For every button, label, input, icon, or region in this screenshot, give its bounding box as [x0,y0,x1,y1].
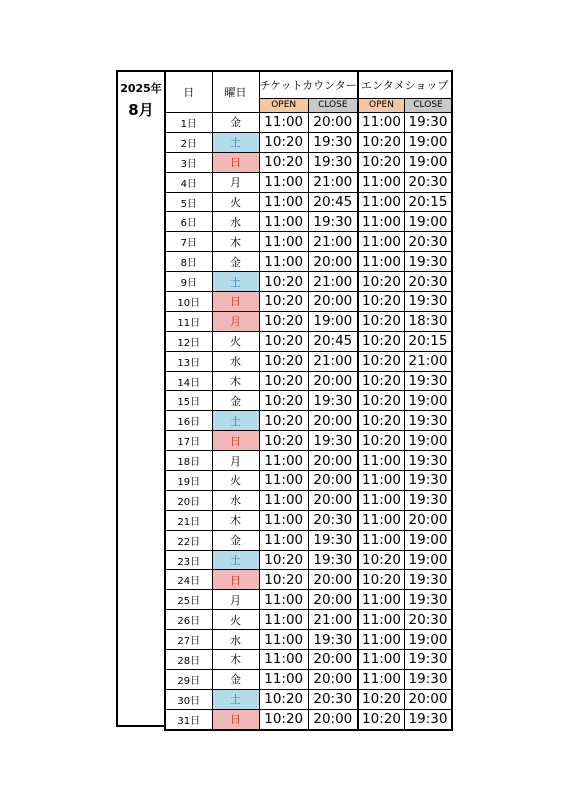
table-row [165,192,452,212]
ticket-close-time: 19:30 [308,630,357,650]
ticket-open-time: 10:20 [259,709,308,729]
shop-close-time: 20:15 [405,192,452,212]
ticket-open-time: 11:00 [259,669,308,689]
day-cell: 15日 [165,391,212,411]
ticket-close-time: 20:00 [308,113,357,133]
weekday-cell: 日 [212,292,259,312]
day-cell: 31日 [165,709,212,729]
day-cell: 18日 [165,451,212,471]
ticket-open-time: 10:20 [259,570,308,590]
weekday-cell: 水 [212,490,259,510]
table-row [165,232,452,252]
shop-open-time: 11:00 [358,232,405,252]
weekday-cell: 土 [212,132,259,152]
table-row [165,292,452,312]
table-row [165,411,452,431]
ticket-open-time: 10:20 [259,331,308,351]
weekday-cell: 金 [212,391,259,411]
shop-open-time: 10:20 [358,331,405,351]
table-row [165,172,452,192]
shop-close-time: 19:30 [405,709,452,729]
shop-close-time: 18:30 [405,311,452,331]
weekday-cell: 金 [212,669,259,689]
shop-close-time: 19:00 [405,152,452,172]
table-row [165,490,452,510]
ticket-open-time: 11:00 [259,510,308,530]
header-shop-close: CLOSE [405,99,452,113]
shop-close-time: 20:30 [405,610,452,630]
year-label: 2025年 [120,82,162,95]
weekday-cell: 水 [212,630,259,650]
shop-open-time: 11:00 [358,610,405,630]
shop-open-time: 10:20 [358,431,405,451]
shop-close-time: 19:30 [405,471,452,491]
shop-open-time: 10:20 [358,570,405,590]
shop-open-time: 10:20 [358,272,405,292]
day-cell: 30日 [165,689,212,709]
shop-open-time: 11:00 [358,490,405,510]
shop-close-time: 19:30 [405,292,452,312]
day-cell: 27日 [165,630,212,650]
shop-close-time: 19:00 [405,132,452,152]
ticket-open-time: 11:00 [259,113,308,133]
day-cell: 8日 [165,252,212,272]
ticket-open-time: 11:00 [259,232,308,252]
shop-close-time: 19:30 [405,570,452,590]
day-cell: 7日 [165,232,212,252]
shop-open-time: 11:00 [358,471,405,491]
month-label: 8月 [128,101,154,119]
weekday-cell: 水 [212,351,259,371]
shop-open-time: 11:00 [358,650,405,670]
shop-close-time: 19:00 [405,550,452,570]
table-row [165,689,452,709]
header-day: 日 [165,71,212,113]
ticket-close-time: 19:30 [308,431,357,451]
ticket-close-time: 20:00 [308,451,357,471]
shop-close-time: 19:30 [405,650,452,670]
table-row [165,152,452,172]
ticket-close-time: 19:30 [308,152,357,172]
shop-close-time: 21:00 [405,351,452,371]
shop-close-time: 20:30 [405,272,452,292]
day-cell: 14日 [165,371,212,391]
shop-close-time: 19:00 [405,530,452,550]
shop-close-time: 20:15 [405,331,452,351]
ticket-open-time: 10:20 [259,272,308,292]
shop-open-time: 11:00 [358,451,405,471]
ticket-open-time: 10:20 [259,391,308,411]
ticket-close-time: 20:00 [308,292,357,312]
header-entertainment-shop: エンタメショップ [358,71,452,99]
ticket-open-time: 11:00 [259,212,308,232]
weekday-cell: 水 [212,212,259,232]
table-row [165,113,452,133]
weekday-cell: 日 [212,152,259,172]
shop-open-time: 10:20 [358,132,405,152]
shop-open-time: 11:00 [358,252,405,272]
table-row [165,272,452,292]
weekday-cell: 日 [212,570,259,590]
hours-table [164,70,453,731]
table-row [165,590,452,610]
ticket-close-time: 20:30 [308,689,357,709]
shop-close-time: 19:00 [405,212,452,232]
shop-close-time: 19:30 [405,113,452,133]
day-cell: 12日 [165,331,212,351]
weekday-cell: 土 [212,272,259,292]
shop-close-time: 19:00 [405,431,452,451]
ticket-close-time: 20:30 [308,510,357,530]
weekday-cell: 木 [212,232,259,252]
shop-open-time: 11:00 [358,192,405,212]
shop-close-time: 19:00 [405,391,452,411]
table-row [165,371,452,391]
table-row [165,610,452,630]
day-cell: 11日 [165,311,212,331]
ticket-open-time: 11:00 [259,530,308,550]
shop-close-time: 19:30 [405,411,452,431]
weekday-cell: 土 [212,411,259,431]
shop-open-time: 10:20 [358,550,405,570]
shop-close-time: 19:30 [405,371,452,391]
ticket-close-time: 20:00 [308,471,357,491]
header-ticket-open: OPEN [259,99,308,113]
ticket-open-time: 10:20 [259,371,308,391]
shop-open-time: 10:20 [358,411,405,431]
weekday-cell: 木 [212,510,259,530]
weekday-cell: 金 [212,530,259,550]
table-row [165,650,452,670]
ticket-close-time: 20:00 [308,650,357,670]
table-row [165,252,452,272]
weekday-cell: 日 [212,709,259,729]
day-cell: 16日 [165,411,212,431]
shop-close-time: 20:30 [405,172,452,192]
ticket-close-time: 19:30 [308,391,357,411]
ticket-close-time: 19:30 [308,132,357,152]
ticket-close-time: 20:45 [308,331,357,351]
shop-open-time: 11:00 [358,510,405,530]
shop-open-time: 10:20 [358,709,405,729]
ticket-close-time: 21:00 [308,232,357,252]
shop-open-time: 10:20 [358,311,405,331]
ticket-close-time: 20:00 [308,709,357,729]
day-cell: 20日 [165,490,212,510]
ticket-open-time: 10:20 [259,292,308,312]
shop-close-time: 20:30 [405,232,452,252]
ticket-open-time: 10:20 [259,689,308,709]
ticket-open-time: 11:00 [259,490,308,510]
weekday-cell: 火 [212,471,259,491]
ticket-close-time: 20:00 [308,590,357,610]
ticket-close-time: 21:00 [308,272,357,292]
shop-close-time: 19:30 [405,590,452,610]
weekday-cell: 日 [212,431,259,451]
day-cell: 1日 [165,113,212,133]
day-cell: 9日 [165,272,212,292]
ticket-close-time: 19:30 [308,550,357,570]
shop-open-time: 10:20 [358,152,405,172]
weekday-cell: 月 [212,172,259,192]
shop-open-time: 10:20 [358,292,405,312]
ticket-open-time: 10:20 [259,132,308,152]
shop-open-time: 10:20 [358,689,405,709]
weekday-cell: 金 [212,113,259,133]
ticket-close-time: 21:00 [308,172,357,192]
header-ticket-close: CLOSE [308,99,357,113]
ticket-open-time: 11:00 [259,610,308,630]
ticket-open-time: 10:20 [259,411,308,431]
ticket-open-time: 11:00 [259,172,308,192]
shop-open-time: 10:20 [358,351,405,371]
shop-close-time: 19:30 [405,451,452,471]
ticket-open-time: 10:20 [259,311,308,331]
day-cell: 24日 [165,570,212,590]
table-row [165,431,452,451]
day-cell: 4日 [165,172,212,192]
ticket-close-time: 19:00 [308,311,357,331]
shop-open-time: 11:00 [358,530,405,550]
ticket-close-time: 20:00 [308,669,357,689]
ticket-open-time: 10:20 [259,550,308,570]
table-row [165,570,452,590]
table-row [165,132,452,152]
ticket-open-time: 11:00 [259,471,308,491]
shop-open-time: 11:00 [358,630,405,650]
shop-open-time: 10:20 [358,391,405,411]
weekday-cell: 月 [212,311,259,331]
ticket-open-time: 10:20 [259,351,308,371]
ticket-close-time: 21:00 [308,610,357,630]
weekday-cell: 土 [212,689,259,709]
weekday-cell: 金 [212,252,259,272]
shop-close-time: 19:30 [405,490,452,510]
ticket-open-time: 11:00 [259,192,308,212]
weekday-cell: 土 [212,550,259,570]
ticket-close-time: 20:00 [308,371,357,391]
weekday-cell: 月 [212,590,259,610]
day-cell: 10日 [165,292,212,312]
weekday-cell: 火 [212,610,259,630]
header-ticket-counter: チケットカウンター [259,71,358,99]
table-row [165,669,452,689]
ticket-close-time: 20:00 [308,252,357,272]
day-cell: 29日 [165,669,212,689]
day-cell: 13日 [165,351,212,371]
shop-close-time: 19:30 [405,252,452,272]
day-cell: 17日 [165,431,212,451]
ticket-close-time: 20:45 [308,192,357,212]
ticket-open-time: 11:00 [259,451,308,471]
ticket-open-time: 11:00 [259,252,308,272]
month-label-box [116,70,164,727]
day-cell: 19日 [165,471,212,491]
day-cell: 22日 [165,530,212,550]
shop-open-time: 11:00 [358,590,405,610]
shop-close-time: 19:30 [405,669,452,689]
table-row [165,391,452,411]
table-row [165,451,452,471]
weekday-cell: 月 [212,451,259,471]
ticket-close-time: 20:00 [308,570,357,590]
ticket-close-time: 20:00 [308,411,357,431]
shop-open-time: 11:00 [358,172,405,192]
weekday-cell: 木 [212,371,259,391]
day-cell: 23日 [165,550,212,570]
ticket-open-time: 10:20 [259,152,308,172]
ticket-open-time: 10:20 [259,431,308,451]
weekday-cell: 火 [212,331,259,351]
header-weekday: 曜日 [212,71,259,113]
ticket-open-time: 11:00 [259,590,308,610]
table-row [165,311,452,331]
table-row [165,212,452,232]
table-row [165,510,452,530]
ticket-close-time: 21:00 [308,351,357,371]
ticket-open-time: 11:00 [259,630,308,650]
day-cell: 5日 [165,192,212,212]
table-row [165,550,452,570]
shop-open-time: 10:20 [358,371,405,391]
ticket-close-time: 19:30 [308,530,357,550]
table-row [165,351,452,371]
header-shop-open: OPEN [358,99,405,113]
day-cell: 28日 [165,650,212,670]
day-cell: 21日 [165,510,212,530]
day-cell: 3日 [165,152,212,172]
weekday-cell: 木 [212,650,259,670]
table-row [165,331,452,351]
table-row [165,709,452,729]
table-row [165,530,452,550]
shop-open-time: 11:00 [358,212,405,232]
ticket-close-time: 20:00 [308,490,357,510]
shop-close-time: 20:00 [405,510,452,530]
day-cell: 6日 [165,212,212,232]
shop-open-time: 11:00 [358,669,405,689]
ticket-open-time: 11:00 [259,650,308,670]
table-row [165,630,452,650]
ticket-close-time: 19:30 [308,212,357,232]
weekday-cell: 火 [212,192,259,212]
day-cell: 25日 [165,590,212,610]
day-cell: 2日 [165,132,212,152]
table-row [165,471,452,491]
shop-close-time: 20:00 [405,689,452,709]
shop-open-time: 11:00 [358,113,405,133]
shop-close-time: 19:00 [405,630,452,650]
day-cell: 26日 [165,610,212,630]
